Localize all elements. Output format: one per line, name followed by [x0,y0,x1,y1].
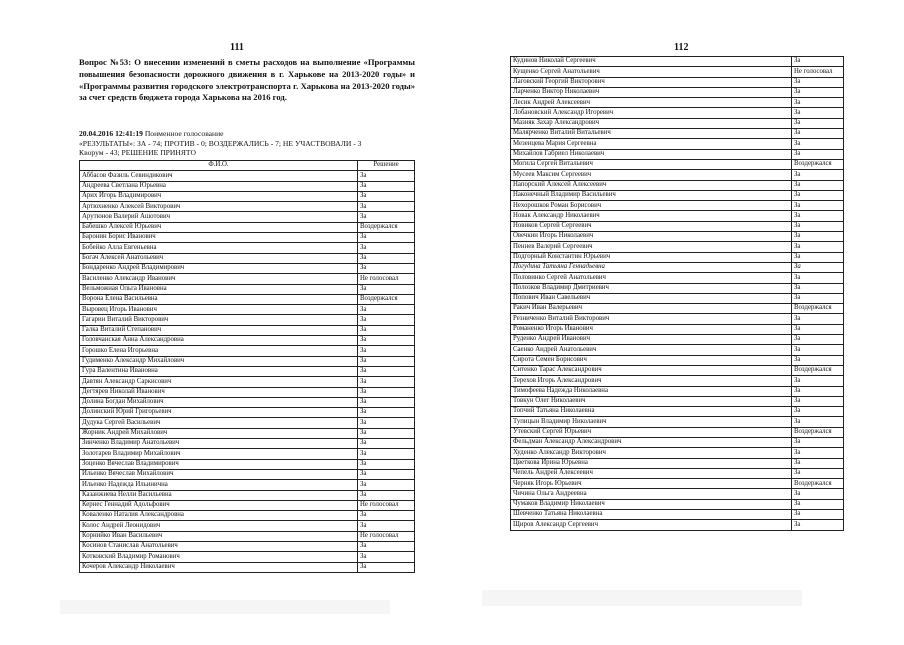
table-row [511,365,844,375]
table-row [80,222,415,232]
deputy-name: Могила Сергей Витальевич [511,159,792,169]
table-row [80,377,415,387]
deputy-name: Бондаренко Андрей Владимирович [80,263,358,273]
deputy-name: Чичина Ольга Андреевна [511,489,792,499]
table-row [80,212,415,222]
bleed-through-text [60,600,390,614]
vote-decision: За [358,315,415,325]
table-row [80,263,415,273]
deputy-name: Топчий Татьяна Николаевна [511,407,792,417]
vote-decision: За [792,468,844,478]
deputy-name: Головчанская Анна Александровна [80,336,358,346]
deputy-name: Ларченко Виктор Николаевич [511,87,792,97]
deputy-name: Кудинов Николай Сергеевич [511,57,792,67]
vote-decision: За [358,541,415,551]
table-row [511,273,844,283]
deputy-name: Золотарев Владимир Михайлович [80,449,358,459]
deputy-name: Нехорошков Роман Борисович [511,201,792,211]
deputy-name: Сирота Семен Борисович [511,355,792,365]
vote-decision: За [792,376,844,386]
vote-table-left [79,160,415,573]
deputy-name: Коваленко Наталия Александровна [80,511,358,521]
vote-decision: Воздержался [358,222,415,232]
deputy-name: Черняк Игорь Юрьевич [511,479,792,489]
deputy-name: Гура Валентина Ивановна [80,366,358,376]
table-row [511,489,844,499]
table-row [511,396,844,406]
vote-decision: За [792,386,844,396]
deputy-name: Баронин Борис Иванович [80,233,358,243]
table-row [511,87,844,97]
deputy-name: Зинченко Владимир Анатольевич [80,439,358,449]
deputy-name: Попович Иван Савельевич [511,293,792,303]
vote-decision: За [792,448,844,458]
vote-decision: За [358,305,415,315]
vote-decision: За [792,77,844,87]
table-row [80,490,415,500]
vote-decision: За [358,459,415,469]
vote-decision: За [358,387,415,397]
table-row [80,469,415,479]
table-row [80,181,415,191]
table-header-row [80,161,415,171]
table-row [511,252,844,262]
vote-decision: За [792,190,844,200]
vote-decision: Не голосовал [358,274,415,284]
vote-table-right-body [511,57,844,531]
vote-decision: За [792,108,844,118]
table-row [511,437,844,447]
deputy-name: Новак Александр Николаевич [511,211,792,221]
vote-decision: За [792,149,844,159]
table-row [80,387,415,397]
deputy-name: Лаговский Георгий Викторович [511,77,792,87]
deputy-name: Долинский Юрий Григорьевич [80,408,358,418]
table-row [511,170,844,180]
deputy-name: Богач Алексей Анатольевич [80,253,358,263]
table-row [80,511,415,521]
table-row [80,171,415,181]
deputy-name: Ракич Иван Валерьевич [511,304,792,314]
table-row [80,305,415,315]
vote-decision: За [792,232,844,242]
table-row [511,345,844,355]
table-row [80,325,415,335]
table-row [511,108,844,118]
vote-decision: За [358,325,415,335]
table-row [80,500,415,510]
deputy-name: Выровец Игорь Иванович [80,305,358,315]
table-row [511,57,844,67]
bleed-through-text [482,590,802,606]
deputy-name: Терехов Игорь Александрович [511,376,792,386]
table-row [80,531,415,541]
table-row [511,335,844,345]
table-row [511,304,844,314]
vote-decision: За [358,480,415,490]
table-row [80,346,415,356]
deputy-name: Утевский Сергей Юрьевич [511,427,792,437]
vote-date: 20.04.2016 12:41:19 [79,129,143,138]
table-row [511,520,844,530]
deputy-name: Михайлов Габриел Николаевич [511,149,792,159]
table-row [511,139,844,149]
vote-decision: Не голосовал [358,531,415,541]
vote-decision: Воздержался [792,479,844,489]
deputy-name: Гудименко Александр Михайлович [80,356,358,366]
deputy-name: Романенко Игорь Иванович [511,324,792,334]
deputy-name: Бабешко Алексей Юрьевич [80,222,358,232]
deputy-name: Артюхненко Алексей Викторович [80,202,358,212]
deputy-name: Лобановский Александр Игоревич [511,108,792,118]
vote-decision: Воздержался [792,365,844,375]
vote-decision: За [358,439,415,449]
table-row [511,232,844,242]
table-row [511,468,844,478]
table-row [80,191,415,201]
deputy-name: Долина Богдан Михайлович [80,397,358,407]
vote-decision: За [792,520,844,530]
table-row [80,439,415,449]
vote-decision: За [792,98,844,108]
table-row [511,293,844,303]
column-header-name: Ф.И.О. [80,161,358,171]
vote-decision: За [792,57,844,67]
vote-decision: За [358,284,415,294]
table-row [80,315,415,325]
deputy-name: Мусеев Максим Сергеевич [511,170,792,180]
deputy-name: Аббасов Фазиль Севиндикович [80,171,358,181]
vote-decision: За [358,469,415,479]
table-row [511,211,844,221]
table-row [80,459,415,469]
vote-decision: За [792,87,844,97]
deputy-name: Саенко Андрей Анатольевич [511,345,792,355]
deputy-name: Цветкова Ирина Юрьевна [511,458,792,468]
vote-decision: За [792,283,844,293]
page-number: 111 [230,42,244,53]
table-row [80,418,415,428]
vote-decision: За [792,510,844,520]
table-row [80,480,415,490]
vote-decision: За [358,490,415,500]
table-row [80,552,415,562]
deputy-name: Корнийко Иван Васильевич [80,531,358,541]
vote-decision: Не голосовал [358,500,415,510]
table-row [80,284,415,294]
deputy-name: Худенко Александр Викторович [511,448,792,458]
vote-decision: За [792,262,844,272]
table-row [511,221,844,231]
vote-decision: За [358,418,415,428]
table-row [80,449,415,459]
vote-decision: За [358,449,415,459]
deputy-name: Половинко Сергей Анатольевич [511,273,792,283]
deputy-name: Гагарин Виталий Викторович [80,315,358,325]
deputy-name: Дудука Сергей Васильевич [80,418,358,428]
deputy-name: Подгорный Константин Юрьевич [511,252,792,262]
vote-decision: За [792,221,844,231]
deputy-name: Резниченко Виталий Викторович [511,314,792,324]
deputy-name: Полозков Владимир Дмитриевич [511,283,792,293]
vote-decision: За [358,397,415,407]
deputy-name: Руденко Андрей Иванович [511,335,792,345]
deputy-name: Овечкин Игорь Николаевич [511,232,792,242]
deputy-name: Ситенко Тарас Александрович [511,365,792,375]
table-row [511,180,844,190]
vote-decision: За [792,129,844,139]
vote-decision: За [358,191,415,201]
deputy-name: Тимофеева Надежда Николаевна [511,386,792,396]
deputy-name: Кернес Геннадий Адольфович [80,500,358,510]
deputy-name: Шевченко Татьяна Николаевна [511,510,792,520]
vote-decision: За [358,253,415,263]
vote-decision: За [358,202,415,212]
deputy-name: Ильенко Надежда Ильинична [80,480,358,490]
deputy-name: Арих Игорь Владимирович [80,191,358,201]
deputy-name: Новиков Сергей Сергеевич [511,221,792,231]
vote-decision: За [358,377,415,387]
vote-decision: За [358,171,415,181]
vote-decision: За [358,336,415,346]
table-row [511,386,844,396]
deputy-name: Пеннев Валерий Сергеевич [511,242,792,252]
vote-decision: За [792,252,844,262]
deputy-name: Жорник Андрей Михайлович [80,428,358,438]
vote-decision: Воздержался [792,427,844,437]
column-header-decision: Решение [358,161,415,171]
table-row [511,77,844,87]
table-row [511,201,844,211]
deputy-name: Кочеров Александр Николаевич [80,562,358,572]
deputy-name: Вельможная Ольга Ивановна [80,284,358,294]
table-row [511,427,844,437]
vote-decision: За [358,511,415,521]
deputy-name: Андреева Светлана Юрьевна [80,181,358,191]
deputy-name: Казанжиева Нелли Васильевна [80,490,358,500]
deputy-name: Мезенцева Мария Сергеевна [511,139,792,149]
vote-decision: За [358,356,415,366]
table-row [511,159,844,169]
deputy-name: Бобейко Алла Евгеньевна [80,243,358,253]
vote-decision: За [358,428,415,438]
deputy-name: Котковский Владимир Романович [80,552,358,562]
vote-table-left-body [80,171,415,573]
quorum-line: Кворум - 43; РЕШЕНИЕ ПРИНЯТО [79,148,196,157]
vote-decision: За [792,324,844,334]
vote-decision: За [792,345,844,355]
vote-decision: За [792,273,844,283]
table-row [511,448,844,458]
vote-decision: За [358,562,415,572]
deputy-name: Мазняк Захар Александрович [511,118,792,128]
vote-decision: За [358,243,415,253]
vote-decision: За [792,437,844,447]
deputy-name: Чепель Андрей Алексеевич [511,468,792,478]
vote-decision: За [792,242,844,252]
right-page [452,0,904,645]
vote-decision: За [792,118,844,128]
deputy-name: Кущенко Сергей Анатольевич [511,67,792,77]
deputy-name: Давтян Александр Саркисович [80,377,358,387]
deputy-name: Дегтярев Николай Иванович [80,387,358,397]
vote-decision: За [358,263,415,273]
vote-decision: За [792,407,844,417]
table-row [511,118,844,128]
deputy-name: Ворона Елена Васильевна [80,294,358,304]
vote-decision: Воздержался [792,304,844,314]
table-row [511,129,844,139]
table-row [80,541,415,551]
table-row [511,190,844,200]
table-row [80,356,415,366]
table-row [511,149,844,159]
vote-decision: За [358,521,415,531]
table-row [80,202,415,212]
table-row [80,243,415,253]
deputy-name: Зоценко Вячеслав Владимирович [80,459,358,469]
vote-decision: За [358,181,415,191]
vote-decision: За [792,170,844,180]
table-row [80,336,415,346]
deputy-name: Наконечный Владимир Васильевич [511,190,792,200]
deputy-name: Василенко Александр Иванович [80,274,358,284]
vote-decision: За [792,314,844,324]
table-row [80,274,415,284]
vote-decision: За [792,335,844,345]
table-row [511,407,844,417]
deputy-name: Чумаков Владимир Николаевич [511,499,792,509]
deputy-name: Напорский Алексей Алексеевич [511,180,792,190]
deputy-name: Лесик Андрей Алексеевич [511,98,792,108]
table-row [511,314,844,324]
vote-timestamp-line [79,130,419,138]
table-row [80,428,415,438]
question-heading: Вопрос №53: О внесении изменений в сметы расходов на выполнение «Программы повышения безопасности дорожного движения в г. Харькове на 2013-2020 годы» и «Программы развития городского электротранспорта г. Харькова на 2013-2020 годы» за счет средств бюджета города Харькова на 2016 год. [79,57,415,103]
vote-decision: За [792,201,844,211]
deputy-name: Ильенко Вячеслав Михайлович [80,469,358,479]
deputy-name: Колос Андрей Леонидович [80,521,358,531]
table-row [511,355,844,365]
vote-decision: За [792,139,844,149]
results-line: «РЕЗУЛЬТАТЫ»: ЗА - 74; ПРОТИВ - 0; ВОЗДЕРЖАЛИСЬ - 7; НЕ УЧАСТВОВАЛИ - 3 [79,139,362,148]
table-row [80,408,415,418]
table-row [511,262,844,272]
table-row [511,242,844,252]
table-row [511,376,844,386]
page-number: 112 [674,42,689,53]
vote-decision: За [358,552,415,562]
table-row [511,510,844,520]
table-row [511,458,844,468]
table-row [80,253,415,263]
vote-type: Поименное голосование [144,129,224,138]
vote-table-right [510,56,844,531]
deputy-name: Косинов Станислав Анатольевич [80,541,358,551]
vote-decision: За [792,417,844,427]
table-row [511,324,844,334]
vote-decision: За [792,489,844,499]
vote-decision: За [792,458,844,468]
vote-decision: Не голосовал [792,67,844,77]
vote-decision: Воздержался [792,159,844,169]
table-row [80,233,415,243]
deputy-name: Арутюнов Валерий Ашотович [80,212,358,222]
deputy-name: Горошко Елена Игорьевна [80,346,358,356]
vote-decision: За [792,499,844,509]
deputy-name: Тупицын Владимир Николаевич [511,417,792,427]
deputy-name: Галка Виталий Степанович [80,325,358,335]
table-row [80,521,415,531]
vote-decision: За [792,396,844,406]
vote-decision: За [358,346,415,356]
table-row [511,479,844,489]
vote-decision: За [792,355,844,365]
table-row [511,98,844,108]
table-row [511,417,844,427]
deputy-name: Товкун Олег Николаевич [511,396,792,406]
deputy-name: Фельдман Александр Александрович [511,437,792,447]
table-row [511,283,844,293]
table-row [80,366,415,376]
vote-decision: За [792,180,844,190]
table-row [80,562,415,572]
vote-decision: Воздержался [358,294,415,304]
deputy-name: Щиров Александр Сергеевич [511,520,792,530]
vote-decision: За [358,212,415,222]
vote-decision: За [358,233,415,243]
table-row [80,294,415,304]
vote-decision: За [358,408,415,418]
table-row [511,67,844,77]
vote-decision: За [792,293,844,303]
deputy-name: Малярченко Виталий Витальевич [511,129,792,139]
table-row [80,397,415,407]
deputy-name: Погудина Татьяна Геннадьевна [511,262,792,272]
table-row [511,499,844,509]
vote-decision: За [358,366,415,376]
vote-decision: За [792,211,844,221]
